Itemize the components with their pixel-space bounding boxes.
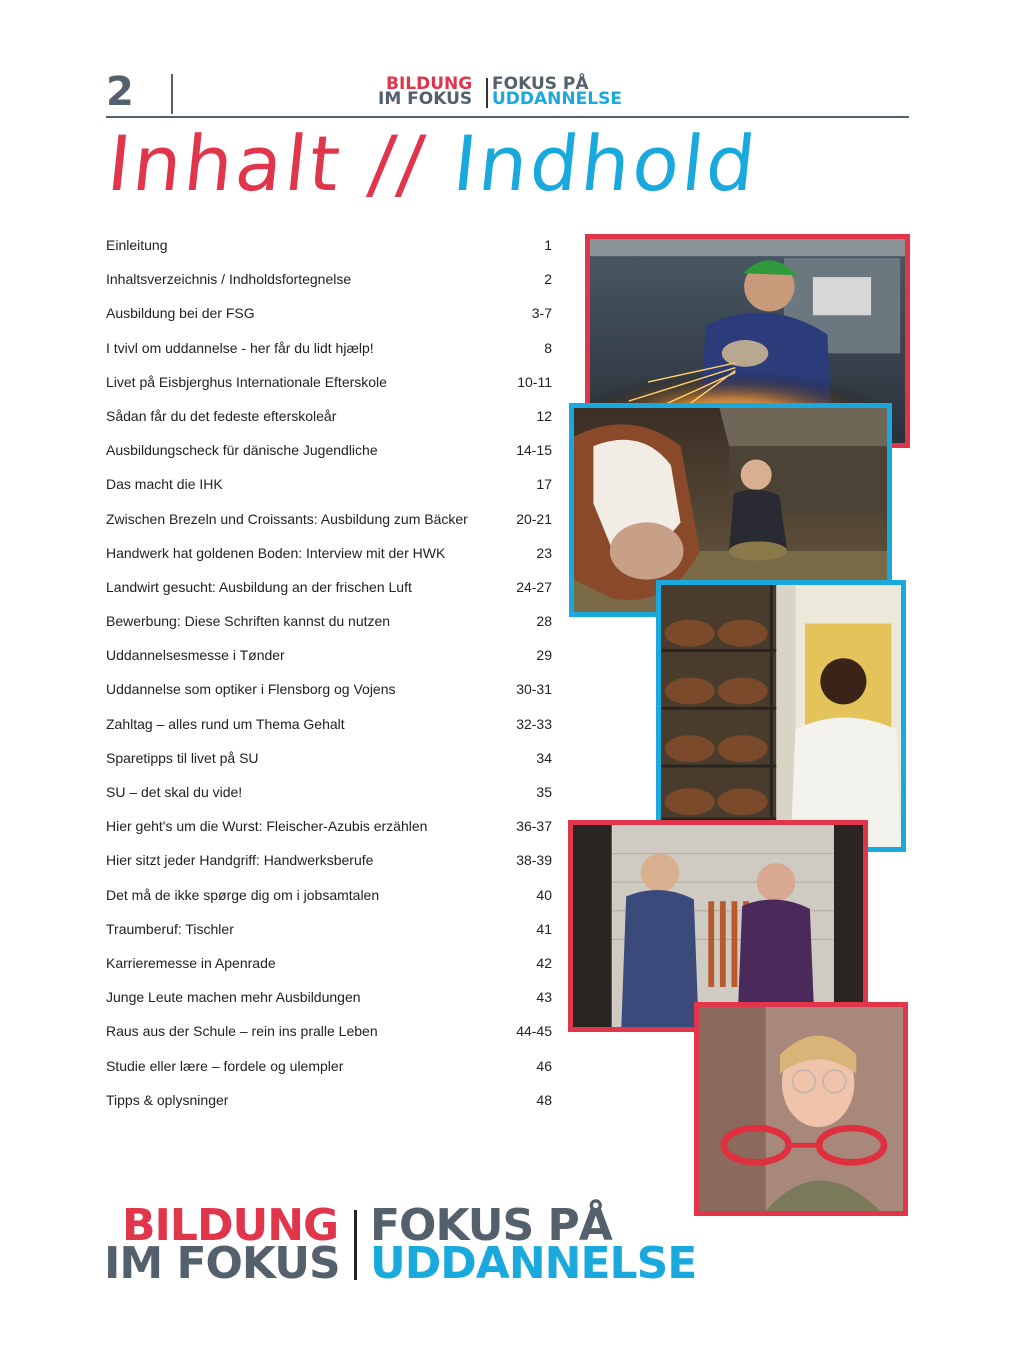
toc-entry-page: 14-15 [516,442,552,459]
title-german: Inhalt [103,119,347,208]
toc-entry-title: Einleitung [106,237,168,253]
toc-entry-title: Raus aus der Schule – rein ins pralle Leben [106,1023,378,1040]
toc-entry-title: Ausbildung bei der FSG [106,305,255,322]
toc-entry-page: 36-37 [516,818,552,835]
page-title [103,119,763,208]
toc-entry [106,640,552,674]
header-logo-bildung: BILDUNG [386,74,473,94]
toc-entry-page: 42 [536,954,552,971]
toc-entry-page: 24-27 [516,578,552,595]
toc-entry [106,572,552,606]
toc-entry [106,674,552,708]
toc-entry [106,606,552,640]
toc-entry-title: SU – det skal du vide! [106,784,243,800]
toc-entry-title: Junge Leute machen mehr Ausbildungen [106,989,361,1006]
toc-entry [106,880,552,914]
header-logo-uddannelse: UDDANNELSE [492,89,622,109]
toc-entry [106,469,552,503]
toc-entry-page: 17 [536,476,552,493]
toc-entry-title: Inhaltsverzeichnis / Indholdsfortegnelse [106,271,352,288]
toc-entry-title: Uddannelsesmesse i Tønder [106,647,285,664]
toc-entry-page: 12 [536,407,552,424]
footer-logo-uddannelse: UDDANNELSE [370,1238,697,1289]
toc-entry-title: Uddannelse som optiker i Flensborg og Vojens [106,681,396,698]
butcher-photo [568,820,868,1032]
toc-entry-page: 29 [536,647,552,664]
title-danish: Indhold [449,119,763,208]
footer-logo-divider [354,1210,357,1280]
header-divider [171,74,173,114]
page-number: 2 [106,69,134,115]
toc-entry [106,504,552,538]
footer-logo-bildung: BILDUNG [122,1200,339,1251]
toc-entry-page: 30-31 [516,681,552,698]
toc-entry-page: 34 [536,749,552,766]
toc-entry-page: 1 [544,237,552,253]
toc-entry [106,914,552,948]
toc-entry-page: 28 [536,613,552,630]
toc-entry-page: 10-11 [517,373,552,390]
toc-entry-page: 48 [536,1091,552,1108]
toc-entry [106,1085,552,1119]
toc-entry-title: Sparetipps til livet på SU [106,749,259,766]
toc-entry-page: 23 [536,544,552,561]
toc-entry-page: 8 [544,339,552,356]
toc-entry-page: 3-7 [531,305,552,322]
toc-entry [106,538,552,572]
toc-entry-title: Livet på Eisbjerghus Internationale Efterskole [106,373,387,390]
toc-entry [106,777,552,811]
toc-entry-page: 46 [536,1057,552,1074]
title-separator: // [364,119,432,208]
toc-entry-page: 41 [536,920,552,937]
toc-entry-title: Landwirt gesucht: Ausbildung an der frischen Luft [106,578,412,595]
header-logo-im-fokus: IM FOKUS [378,89,473,109]
toc-entry-page: 20-21 [516,510,552,527]
toc-entry [106,743,552,777]
footer-logo-fokus-pa: FOKUS PÅ [370,1200,612,1251]
baker-photo [656,580,906,852]
toc-entry [106,401,552,435]
toc-entry-title: Tipps & oplysninger [106,1091,229,1108]
toc-entry [106,435,552,469]
toc-entry [106,982,552,1016]
toc-entry-title: Hier sitzt jeder Handgriff: Handwerksberufe [106,852,374,869]
toc-entry [106,333,552,367]
toc-entry-title: Sådan får du det fedeste efterskoleår [106,407,337,424]
header-logo-fokus-pa: FOKUS PÅ [492,74,589,94]
footer-logo-im-fokus: IM FOKUS [104,1238,340,1289]
toc-entry-page: 43 [536,989,552,1006]
header-logo [378,76,648,110]
toc-entry-title: Handwerk hat goldenen Boden: Interview mit der HWK [106,544,446,561]
toc-entry-title: Zwischen Brezeln und Croissants: Ausbildung zum Bäcker [106,510,468,527]
toc-entry-title: Studie eller lære – fordele og ulempler [106,1057,344,1074]
toc-entry [106,1051,552,1085]
toc-entry [106,709,552,743]
toc-entry-title: Das macht die IHK [106,476,223,493]
footer-logo [104,1200,724,1289]
toc-entry-page: 40 [536,886,552,903]
header-rule [106,116,909,118]
toc-entry [106,230,552,264]
toc-entry-title: I tvivl om uddannelse - her får du lidt hjælp! [106,339,374,356]
toc-entry-page: 44-45 [516,1023,552,1040]
toc-entry-title: Zahltag – alles rund um Thema Gehalt [106,715,345,732]
toc-entry [106,1016,552,1050]
toc-entry-title: Karrieremesse in Apenrade [106,954,276,971]
toc-entry [106,948,552,982]
toc-entry [106,367,552,401]
toc-entry-title: Ausbildungscheck für dänische Jugendliche [106,442,378,459]
toc-entry [106,811,552,845]
toc-entry-page: 35 [536,784,552,800]
toc-entry [106,298,552,332]
toc-entry-page: 2 [544,271,552,288]
toc-entry-title: Traumberuf: Tischler [106,920,234,937]
toc-entry-title: Bewerbung: Diese Schriften kannst du nutzen [106,613,391,630]
toc-entry-page: 38-39 [516,852,552,869]
toc-entry [106,845,552,879]
toc-entry-page: 32-33 [516,715,552,732]
table-of-contents [106,230,552,1119]
header-logo-divider [486,78,488,108]
optician-photo [694,1002,908,1216]
toc-entry-title: Det må de ikke spørge dig om i jobsamtalen [106,886,380,903]
toc-entry [106,264,552,298]
toc-entry-title: Hier geht's um die Wurst: Fleischer-Azubis erzählen [106,818,428,835]
